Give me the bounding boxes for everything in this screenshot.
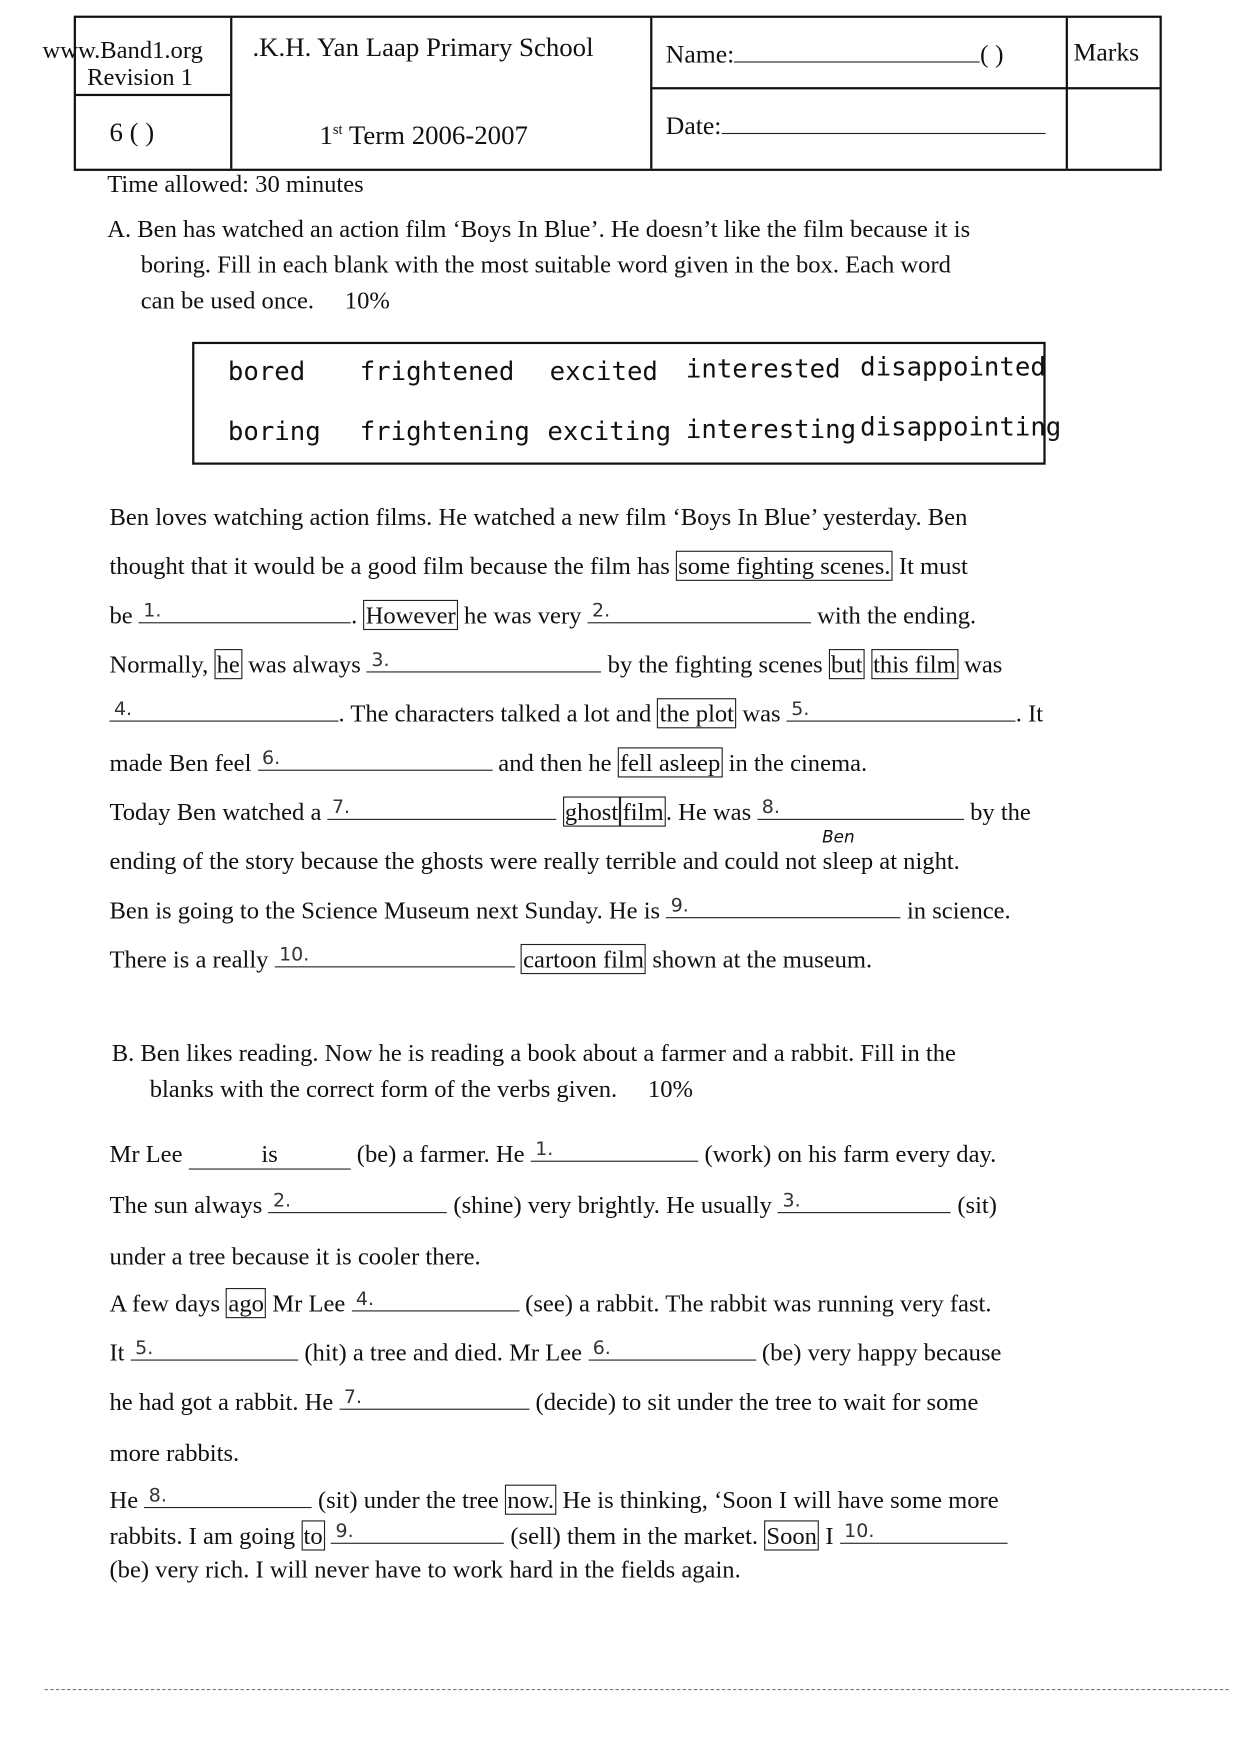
passage-a-line: Today Ben watched a 7. ghost film . He was 8. by the	[109, 796, 1031, 826]
word: bored	[227, 357, 306, 387]
blank-7[interactable]: 7.	[328, 819, 557, 820]
marks-label: Marks	[1073, 37, 1140, 66]
example-blank: is	[189, 1139, 351, 1169]
blank-b5[interactable]: 5.	[131, 1360, 299, 1361]
blank-8[interactable]: 8.	[757, 819, 964, 820]
word: disappointing	[860, 413, 1062, 443]
revision-label: Revision 1	[87, 62, 193, 91]
passage-a-line: Normally, he was always 3. by the fighting scenes but this film was	[109, 649, 1003, 679]
blank-1[interactable]: 1.	[139, 622, 351, 623]
passage-b-line: Mr Lee is (be) a farmer. He 1. (work) on his farm every day.	[109, 1139, 996, 1169]
blank-5[interactable]: 5.	[787, 721, 1016, 722]
word-box	[192, 342, 1062, 465]
passage-a-line: be 1. . However he was very 2. with the ending.	[109, 599, 977, 629]
passage-a-line: 4. . The characters talked a lot and the plot was 5. . It	[109, 699, 1043, 728]
blank-b3[interactable]: 3.	[778, 1212, 951, 1213]
word: interesting	[685, 415, 857, 445]
school-name: .K.H. Yan Laap Primary School	[252, 33, 594, 63]
blank-4[interactable]: 4.	[109, 721, 338, 722]
name-field[interactable]: Name: ( )	[665, 40, 1004, 69]
blank-b7[interactable]: 7.	[339, 1409, 529, 1410]
watermark: www.Band1.org	[42, 35, 203, 64]
section-a-instruction: A. Ben has watched an action film ‘Boys In Blue’. He doesn’t like the film because it is	[107, 214, 971, 243]
passage-a-line: There is a really 10. cartoon film shown at the museum.	[109, 943, 873, 973]
blank-9[interactable]: 9.	[666, 917, 901, 918]
blank-6[interactable]: 6.	[258, 770, 493, 771]
passage-a-line: thought that it would be a good film because the film has some fighting scenes. It must	[109, 551, 968, 580]
passage-a-line: made Ben feel 6. and then he fell asleep in the cinema.	[109, 747, 868, 777]
passage-b-line: He 8. (sit) under the tree now. He is thinking, ‘Soon I will have some more	[109, 1484, 999, 1514]
section-b-instruction: B. Ben likes reading. Now he is reading a book about a farmer and a rabbit. Fill in the	[111, 1038, 956, 1067]
blank-b6[interactable]: 6.	[588, 1360, 756, 1361]
passage-b-line: more rabbits.	[109, 1438, 240, 1467]
blank-10[interactable]: 10.	[275, 966, 515, 967]
handwritten-note: Ben	[822, 826, 855, 847]
passage-b-line: (be) very rich. I will never have to work hard in the fields again.	[109, 1555, 741, 1583]
time-allowed: Time allowed: 30 minutes	[107, 169, 364, 198]
section-b-instruction-2: blanks with the correct form of the verbs given. 10%	[149, 1074, 693, 1103]
header-table	[74, 16, 1162, 171]
word: boring	[227, 417, 321, 447]
passage-b-line: he had got a rabbit. He 7. (decide) to sit under the tree to wait for some	[109, 1386, 979, 1416]
term-label: 1st Term 2006-2007	[319, 120, 528, 151]
class-label: 6 ( )	[109, 118, 155, 148]
blank-b10[interactable]: 10.	[840, 1543, 1008, 1544]
passage-a-line: ending of the story because the ghosts were really terrible and could not sleep at night.	[109, 846, 960, 875]
word: frightening	[359, 417, 530, 447]
passage-a-line: Ben is going to the Science Museum next Sunday. He is 9. in science.	[109, 894, 1011, 924]
passage-b-line: The sun always 2. (shine) very brightly. He usually 3. (sit)	[109, 1189, 997, 1219]
word: exciting	[547, 417, 672, 447]
blank-b4[interactable]: 4.	[351, 1310, 519, 1311]
blank-2[interactable]: 2.	[588, 622, 811, 623]
passage-b-line: rabbits. I am going to 9. (sell) them in the market. Soon I 10.	[109, 1521, 1007, 1550]
passage-b-line: It 5. (hit) a tree and died. Mr Lee 6. (be) very happy because	[109, 1337, 1002, 1367]
blank-b1[interactable]: 1.	[531, 1161, 699, 1162]
blank-b9[interactable]: 9.	[331, 1543, 504, 1544]
section-a-instruction-2: boring. Fill in each blank with the most suitable word given in the box. Each word	[140, 250, 951, 279]
blank-3[interactable]: 3.	[367, 671, 602, 672]
passage-b-line: under a tree because it is cooler there.	[109, 1242, 481, 1271]
blank-b2[interactable]: 2.	[269, 1212, 448, 1213]
word: interested	[685, 355, 841, 385]
blank-b8[interactable]: 8.	[144, 1507, 312, 1508]
word: excited	[549, 357, 658, 387]
word: frightened	[359, 357, 515, 387]
section-a-instruction-3: can be used once. 10%	[140, 285, 390, 314]
passage-a-line: Ben loves watching action films. He watched a new film ‘Boys In Blue’ yesterday. Ben	[109, 502, 968, 531]
word: disappointed	[860, 353, 1046, 383]
date-field[interactable]: Date:	[666, 112, 1046, 141]
passage-b-line: A few days ago Mr Lee 4. (see) a rabbit. The rabbit was running very fast.	[109, 1288, 992, 1318]
bottom-scan-line	[45, 1689, 1229, 1690]
